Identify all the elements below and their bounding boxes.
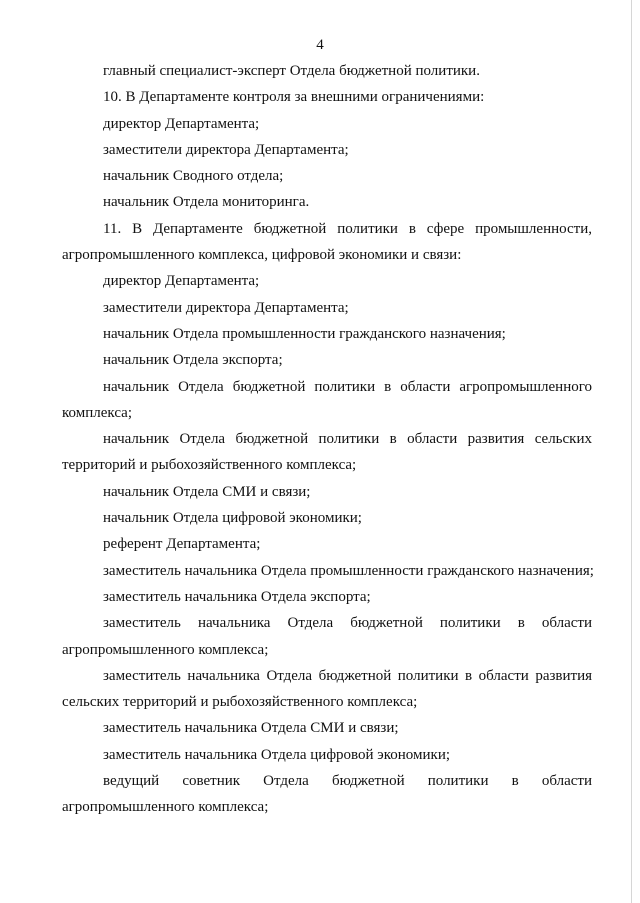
- paragraph-deputy-head-digital-economy: заместитель начальника Отдела цифровой экономики;: [103, 746, 451, 763]
- paragraph-head-digital-economy-dept: начальник Отдела цифровой экономики;: [103, 510, 362, 527]
- document-body: [62, 58, 592, 821]
- paragraph-deputy-head-agro-policy: заместитель начальника Отдела бюджетной политики в области агропромышленного комплекса;: [62, 615, 592, 658]
- page-number: 4: [316, 37, 324, 53]
- paragraph-deputy-head-export: заместитель начальника Отдела экспорта;: [103, 588, 371, 605]
- paragraph-department-referent: референт Департамента;: [103, 536, 261, 553]
- paragraph-head-monitoring-dept: начальник Отдела мониторинга.: [103, 194, 310, 211]
- paragraph-deputy-head-media-comm: заместитель начальника Отдела СМИ и связи;: [103, 720, 399, 737]
- paragraph-lead-advisor-agro-policy: ведущий советник Отдела бюджетной политики в области агропромышленного комплекса;: [62, 773, 592, 816]
- paragraph-director: директор Департамента;: [103, 115, 260, 132]
- paragraph-director: директор Департамента;: [103, 273, 260, 290]
- page-edge-line: [631, 0, 632, 903]
- paragraph-head-rural-fish-dept: начальник Отдела бюджетной политики в области развития сельских территорий и рыбохозяйственного комплекса;: [62, 431, 592, 474]
- paragraph-deputy-directors: заместители директора Департамента;: [103, 299, 349, 316]
- paragraph-section-11-heading: 11. В Департаменте бюджетной политики в сфере промышленности, агропромышленного комплекса, цифровой экономики и связи:: [62, 220, 592, 264]
- paragraph-head-civil-industry-dept: начальник Отдела промышленности гражданского назначения;: [103, 325, 506, 342]
- paragraph-deputy-directors: заместители директора Департамента;: [103, 141, 349, 158]
- paragraph-head-summary-dept: начальник Сводного отдела;: [103, 168, 284, 185]
- paragraph-specialist-expert: главный специалист-эксперт Отдела бюджетной политики.: [103, 63, 480, 79]
- paragraph-deputy-head-civil-industry: заместитель начальника Отдела промышленности гражданского назначения;: [103, 562, 594, 579]
- paragraph-deputy-head-rural-fish: заместитель начальника Отдела бюджетной политики в области развития сельских территорий и рыбохозяйственного комплекса;: [62, 667, 592, 711]
- paragraph-section-10-heading: 10. В Департаменте контроля за внешними ограничениями:: [103, 89, 485, 106]
- paragraph-head-media-comm-dept: начальник Отдела СМИ и связи;: [103, 483, 311, 500]
- paragraph-head-export-dept: начальник Отдела экспорта;: [103, 352, 283, 369]
- paragraph-head-agro-policy-dept: начальник Отдела бюджетной политики в области агропромышленного комплекса;: [62, 378, 592, 421]
